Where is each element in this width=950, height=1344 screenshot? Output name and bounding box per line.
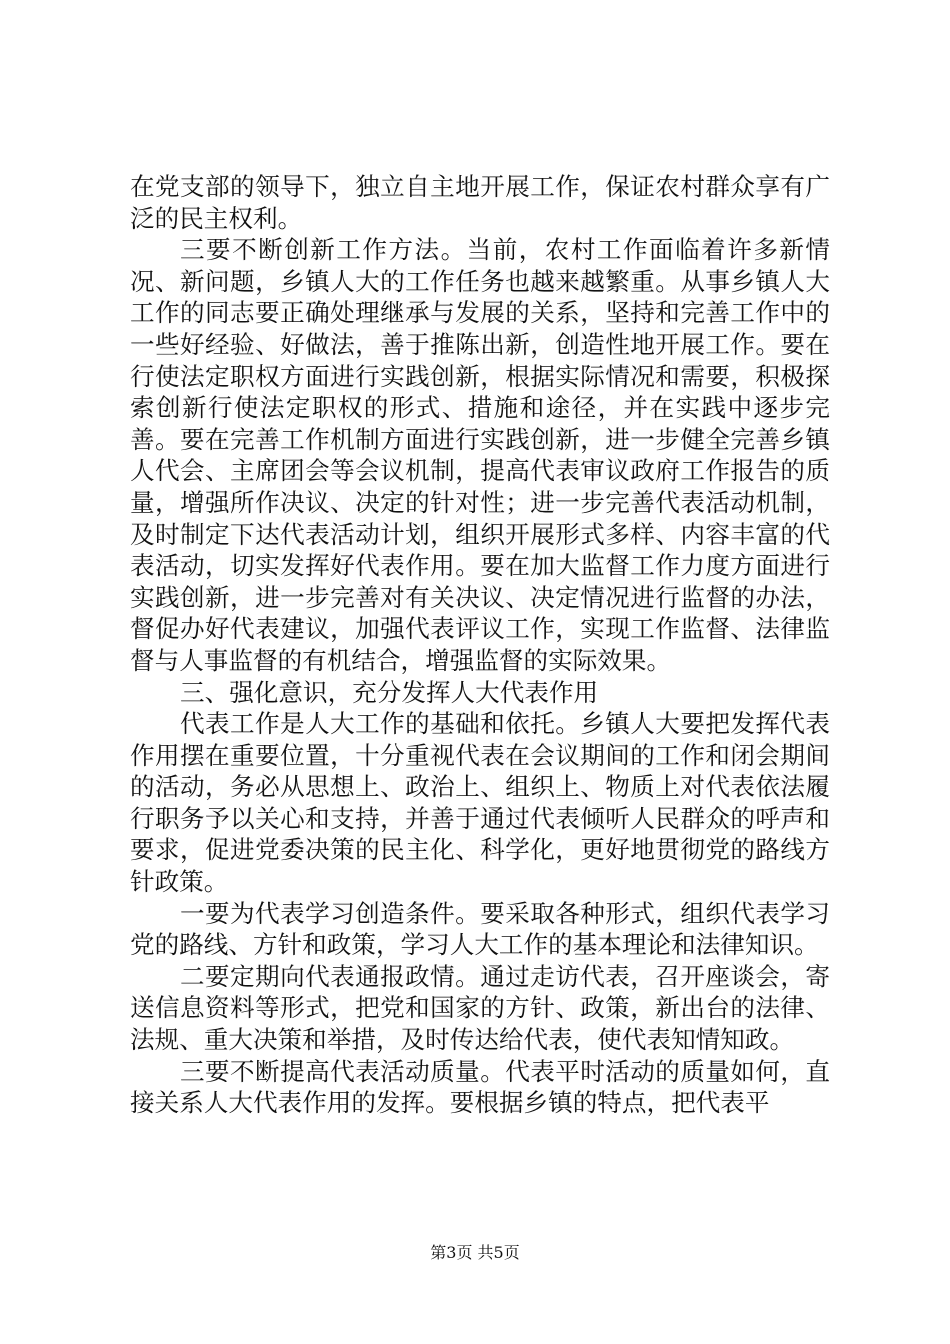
page-footer: 第3页 共5页: [430, 1243, 520, 1262]
section-heading: 三、强化意识，充分发挥人大代表作用: [180, 677, 599, 707]
paragraph-representative-work: 代表工作是人大工作的基础和依托。乡镇人大要把发挥代表作用摆在重要位置，十分重视代表在会议期间的工作和闭会期间的活动，务必从思想上、政治上、组织上、物质上对代表依法履行职务予以关心和支持，并善于通过代表倾听人民群众的呼声和要求，促进党委决策的民主化、科学化，更好地贯彻党的路线方针政策。: [130, 709, 830, 897]
paragraph-innovate-methods: 三要不断创新工作方法。当前，农村工作面临着许多新情况、新问题，乡镇人大的工作任务也越来越繁重。从事乡镇人大工作的同志要正确处理继承与发展的关系，坚持和完善工作中的一些好经验、好做法，善于推陈出新，创造性地开展工作。要在行使法定职权方面进行实践创新，根据实际情况和需要，积极探索创新行使法定职权的形式、措施和途径，并在实践中逐步完善。要在完善工作机制方面进行实践创新，进一步健全完善乡镇人代会、主席团会等会议机制，提高代表审议政府工作报告的质量，增强所作决议、决定的针对性；进一步完善代表活动机制，及时制定下达代表活动计划，组织开展形式多样、内容丰富的代表活动，切实发挥好代表作用。要在加大监督工作力度方面进行实践创新，进一步完善对有关决议、决定情况进行监督的办法，督促办好代表建议，加强代表评议工作，实现工作监督、法律监督与人事监督的有机结合，增强监督的实际效果。: [130, 235, 830, 675]
paragraph-continuation: 在党支部的领导下，独立自主地开展工作，保证农村群众享有广泛的民主权利。: [130, 172, 830, 233]
paragraph-briefings: 二要定期向代表通报政情。通过走访代表，召开座谈会，寄送信息资料等形式，把党和国家的方针、政策，新出台的法律、法规、重大决策和举措，及时传达给代表，使代表知情知政。: [130, 961, 830, 1055]
document-body: [130, 171, 830, 1119]
paragraph-activity-quality: 三要不断提高代表活动质量。代表平时活动的质量如何，直接关系人大代表作用的发挥。要根据乡镇的特点，把代表平: [130, 1056, 830, 1118]
paragraph-study-conditions: 一要为代表学习创造条件。要采取各种形式，组织代表学习党的路线、方针和政策，学习人大工作的基本理论和法律知识。: [130, 898, 830, 960]
